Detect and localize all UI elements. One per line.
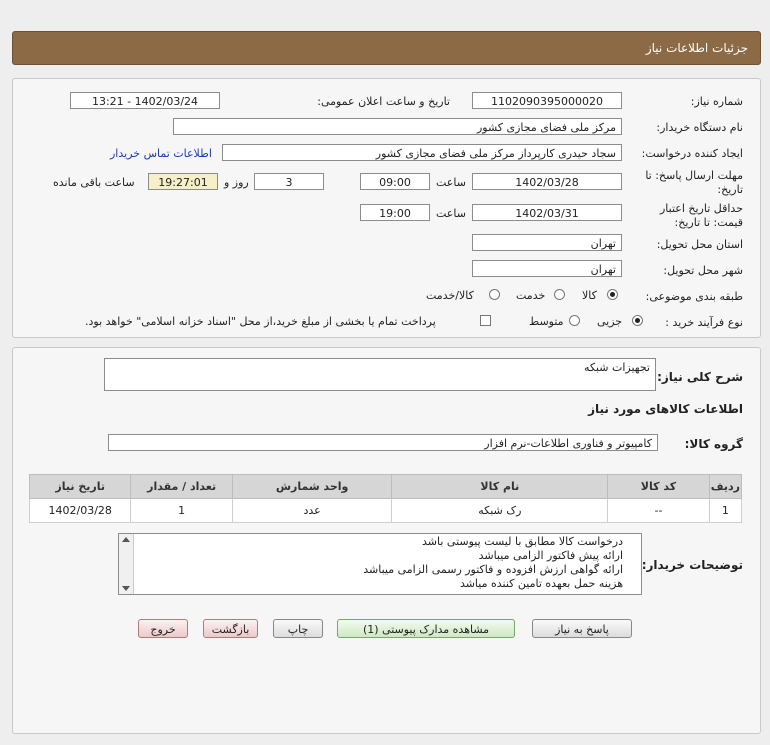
province-label: استان محل تحویل:	[656, 238, 743, 251]
process-radio-medium[interactable]	[569, 315, 580, 326]
deadline-time-label: ساعت	[436, 176, 466, 189]
category-option-service: خدمت	[516, 289, 546, 302]
announce-field: 1402/03/24 - 13:21	[70, 92, 220, 109]
buyer-org-label: نام دستگاه خریدار:	[656, 121, 743, 134]
reply-button[interactable]: پاسخ به نیاز	[532, 619, 632, 638]
category-option-goods: کالا	[582, 289, 597, 302]
cell-code: --	[608, 499, 709, 523]
table-header-row	[30, 475, 742, 499]
page-title: جزئیات اطلاعات نیاز	[645, 41, 748, 55]
note-line: هزینه حمل بعهده تامین کننده میاشد	[459, 577, 623, 590]
deadline-time-field: 09:00	[360, 173, 430, 190]
process-option-medium: متوسط	[529, 315, 564, 328]
col-date-header: تاریخ نیاز	[30, 475, 131, 499]
page-header	[12, 31, 761, 65]
process-radio-minor[interactable]	[632, 315, 643, 326]
city-label: شهر محل تحویل:	[663, 264, 743, 277]
remaining-label: ساعت باقی مانده	[53, 176, 135, 189]
category-radio-goods[interactable]	[607, 289, 618, 300]
goods-group-field: کامپیوتر و فناوری اطلاعات-نرم افزار	[108, 434, 658, 451]
validity-label-2: قیمت: تا تاریخ:	[674, 216, 743, 229]
col-qty-header: تعداد / مقدار	[131, 475, 232, 499]
validity-label-1: حداقل تاریخ اعتبار	[659, 202, 743, 215]
cell-date: 1402/03/28	[30, 499, 131, 523]
province-field: تهران	[472, 234, 622, 251]
creator-label: ایجاد کننده درخواست:	[641, 147, 743, 160]
col-name-header: نام کالا	[392, 475, 608, 499]
cell-unit: عدد	[232, 499, 392, 523]
announce-label: تاریخ و ساعت اعلان عمومی:	[317, 95, 450, 108]
need-number-field: 1102090395000020	[472, 92, 622, 109]
exit-button[interactable]: خروج	[138, 619, 188, 638]
goods-group-label: گروه کالا:	[684, 437, 743, 451]
buyer-notes-label: توضیحات خریدار:	[641, 558, 743, 572]
attachments-button[interactable]: مشاهده مدارک پیوستی (1)	[337, 619, 515, 638]
cell-name: رک شبکه	[392, 499, 608, 523]
table-row	[30, 499, 742, 523]
back-button[interactable]: بازگشت	[203, 619, 258, 638]
items-table	[29, 474, 742, 523]
note-line: ارائه پیش فاکتور الزامی میباشد	[478, 549, 623, 562]
col-code-header: کد کالا	[608, 475, 709, 499]
deadline-label-1: مهلت ارسال پاسخ: تا	[645, 169, 743, 182]
deadline-date-field: 1402/03/28	[472, 173, 622, 190]
process-label: نوع فرآیند خرید :	[665, 316, 743, 329]
days-label: روز و	[224, 176, 249, 189]
goods-info-title: اطلاعات کالاهای مورد نیاز	[588, 402, 743, 416]
print-button[interactable]: چاپ	[273, 619, 323, 638]
scroll-down-icon[interactable]	[122, 586, 130, 591]
buyer-org-field: مرکز ملی فضای مجازی کشور	[173, 118, 622, 135]
category-radio-both[interactable]	[489, 289, 500, 300]
remaining-time-field: 19:27:01	[148, 173, 218, 190]
summary-label: شرح کلی نیاز:	[657, 370, 743, 384]
note-line: ارائه گواهی ارزش افزوده و فاکتور رسمی الزامی میباشد	[363, 563, 623, 576]
scroll-up-icon[interactable]	[122, 537, 130, 542]
need-number-label: شماره نیاز:	[690, 95, 743, 108]
note-line: درخواست کالا مطابق با لیست پیوستی باشد	[422, 535, 623, 548]
validity-date-field: 1402/03/31	[472, 204, 622, 221]
buyer-notes-box[interactable]	[118, 533, 642, 595]
city-field: تهران	[472, 260, 622, 277]
col-unit-header: واحد شمارش	[232, 475, 392, 499]
summary-field: تجهیزات شبکه	[104, 358, 656, 391]
category-option-both: کالا/خدمت	[426, 289, 474, 302]
payment-note: پرداخت تمام یا بخشی از مبلغ خرید،از محل "اسناد خزانه اسلامی" خواهد بود.	[85, 315, 436, 328]
validity-time-label: ساعت	[436, 207, 466, 220]
notes-scrollbar[interactable]	[119, 534, 134, 594]
cell-row: 1	[709, 499, 741, 523]
days-field: 3	[254, 173, 324, 190]
contact-info-link[interactable]: اطلاعات تماس خریدار	[110, 147, 212, 160]
treasury-payment-checkbox[interactable]	[480, 315, 491, 326]
creator-field: سجاد حیدری کارپرداز مرکز ملی فضای مجازی کشور	[222, 144, 622, 161]
validity-time-field: 19:00	[360, 204, 430, 221]
cell-qty: 1	[131, 499, 232, 523]
col-row-header: ردیف	[709, 475, 741, 499]
deadline-label-2: تاریخ:	[717, 183, 743, 196]
category-radio-service[interactable]	[554, 289, 565, 300]
process-option-minor: جزیی	[597, 315, 623, 328]
category-label: طبقه بندی موضوعی:	[645, 290, 743, 303]
